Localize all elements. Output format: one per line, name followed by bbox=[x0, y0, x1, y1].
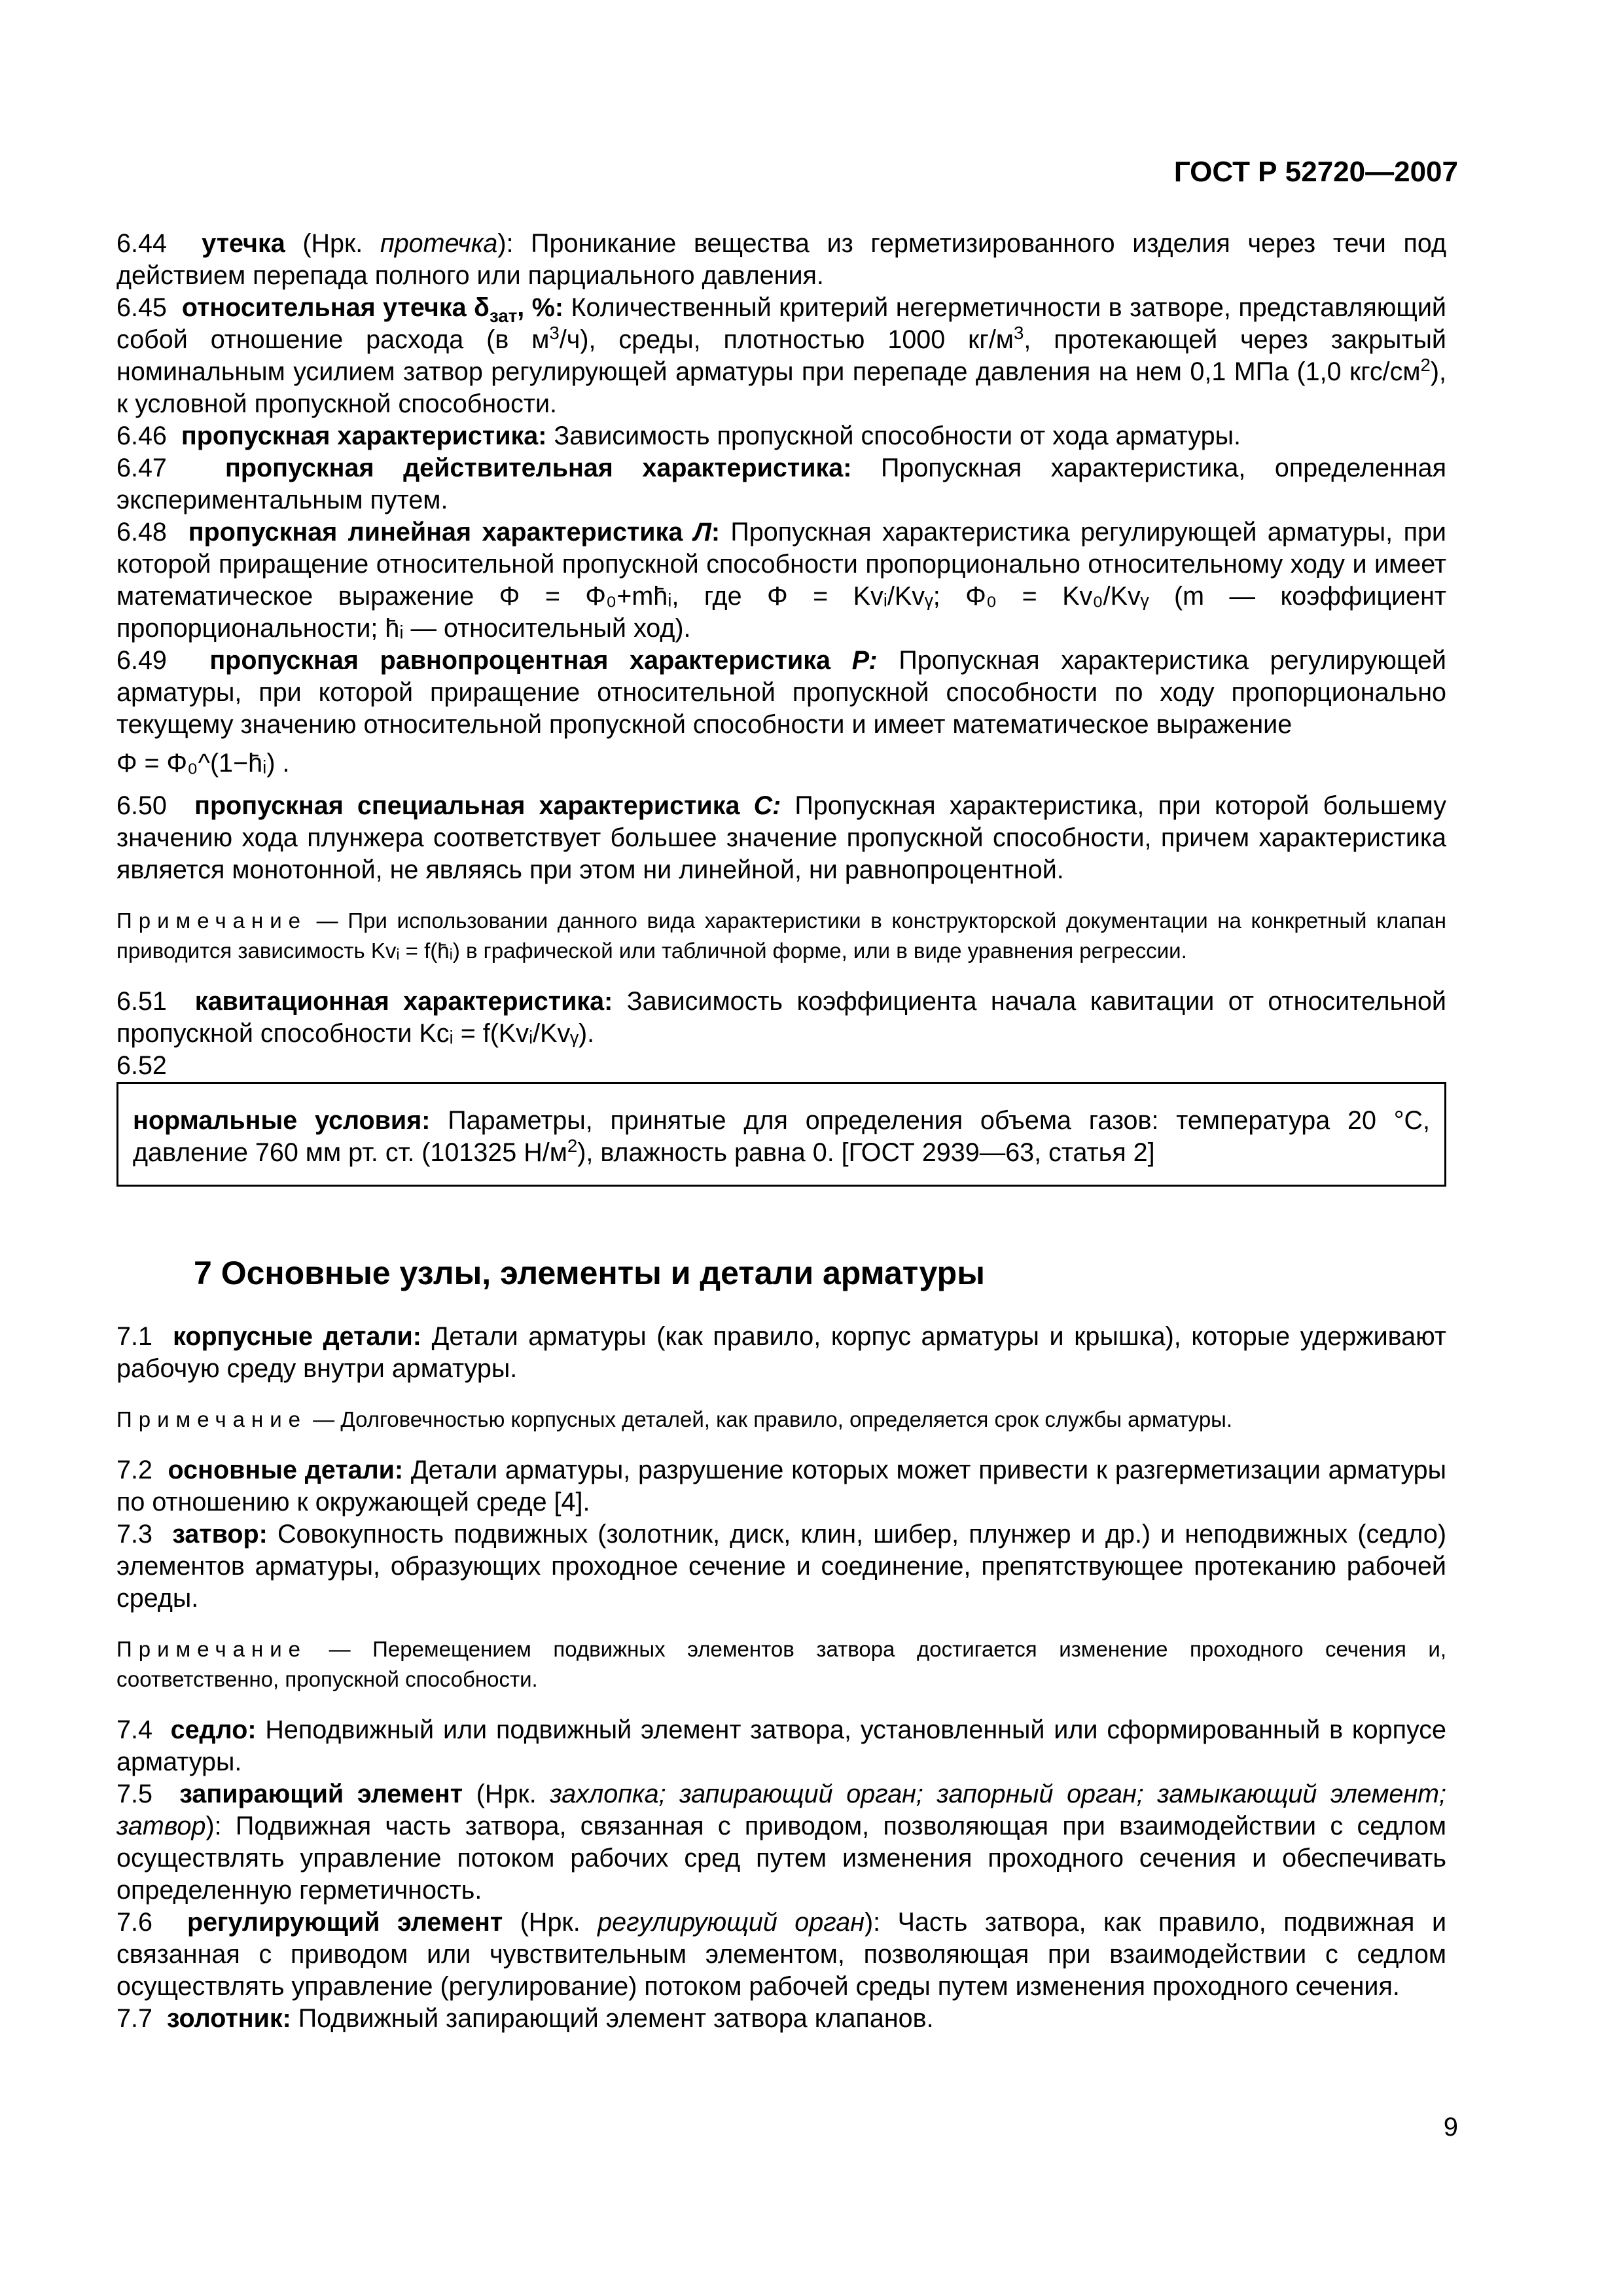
clause-6-47: 6.47 пропускная действительная характеристика: Пропускная характеристика, определенная экспериментальным путем. bbox=[116, 454, 1446, 514]
clause-6-49: 6.49 пропускная равнопроцентная характеристика Р: Пропускная характеристика регулирующей арматуры, при которой приращение относительной пропускной способности по ходу пропорционально текущему значению относительной пропускной способности и имеет математическое выражение Φ = Φ₀^(1−h̄ᵢ) . bbox=[116, 645, 1446, 780]
section-7-title: 7 Основные узлы, элементы и детали арматуры bbox=[194, 1255, 985, 1291]
clause-6-48: 6.48 пропускная линейная характеристика Л: Пропускная характеристика регулирующей арматуры, при которой приращение относительной пропускной способности пропорционально относительному ходу и имеет математическое выражение Φ = Φ₀+mh̄ᵢ, где Φ = Kvᵢ/Kvᵧ; Φ₀ = Kv₀/Kvᵧ (m — коэффициент пропорциональности; h̄ᵢ — относительный ход). bbox=[116, 518, 1446, 643]
clause-6-52-number: 6.52 bbox=[116, 1051, 167, 1080]
clause-7-7: 7.7 золотник: Подвижный запирающий элемент затвора клапанов. bbox=[116, 2004, 934, 2033]
clause-7-4: 7.4 седло: Неподвижный или подвижный элемент затвора, установленный или сформированный в корпусе арматуры. bbox=[116, 1715, 1446, 1776]
page-content bbox=[116, 228, 1446, 2035]
clause-6-44: 6.44 утечка (Нрк. протечка): Проникание вещества из герметизированного изделия через течи под действием перепада полного или парциального давления. bbox=[116, 229, 1447, 290]
framed-definition: нормальные условия: Параметры, принятые для определения объема газов: температура 20 °С, давление 760 мм рт. ст. (101325 $Н/м^2$), влажность равна 0. [ГОСТ 2939—63, статья 2] bbox=[116, 1082, 1446, 1187]
note-7-3: Примечание — Перемещением подвижных элементов затвора достигается изменение проходного сечения и, соответственно, пропускной способности. bbox=[116, 1637, 1446, 1691]
note-6-50: Примечание — При использовании данного вида характеристики в конструкторской документации на конкретный клапан приводится зависимость Kvᵢ = f(h̄ᵢ) в графической или табличной форме, или в виде уравнения регрессии. bbox=[116, 908, 1446, 963]
formula: Φ = Φ₀^(1−h̄ᵢ) . bbox=[116, 749, 290, 778]
clause-6-45: 6.45 относительная утечка $\delta_{зат}$, %: Количественный критерий негерметичности в затворе, представляющий собой отношение расхода (в $м^3/ч$), среды, плотностью 1000 $кг/м^3$, протекающей через закрытый номинальным усилием затвор регулирующей арматуры при перепаде давления на нем 0,1 МПа (1,0 кгс/$см^2$), к условной пропускной способности. bbox=[116, 293, 1446, 418]
clause-6-51: 6.51 кавитационная характеристика: Зависимость коэффициента начала кавитации от относительной пропускной способности Kcᵢ = f(Kvᵢ/Kvᵧ). bbox=[116, 987, 1447, 1048]
clause-7-2: 7.2 основные детали: Детали арматуры, разрушение которых может привести к разгерметизации арматуры по отношению к окружающей среде [4]. bbox=[116, 1456, 1446, 1516]
clause-6-50: 6.50 пропускная специальная характеристика С: Пропускная характеристика, при которой большему значению хода плунжера соответствует большее значение пропускной способности, причем характеристика является монотонной, не являясь при этом ни линейной, ни равнопроцентной. bbox=[116, 791, 1446, 884]
note-7-1: Примечание — Долговечностью корпусных деталей, как правило, определяется срок службы арматуры. bbox=[116, 1407, 1233, 1431]
clause-6-46: 6.46 пропускная характеристика: Зависимость пропускной способности от хода арматуры. bbox=[116, 422, 1241, 450]
clause-7-5: 7.5 запирающий элемент (Нрк. захлопка; запирающий орган; запорный орган; замыкающий элемент; затвор): Подвижная часть затвора, связанная с приводом, позволяющая при взаимодействии с седлом осуществлять управление потоком рабочих сред путем изменения проходного сечения и обеспечивать определенную герметичность. bbox=[116, 1780, 1446, 1905]
clause-7-1: 7.1 корпусные детали: Детали арматуры (как правило, корпус арматуры и крышка), которые удерживают рабочую среду внутри арматуры. bbox=[116, 1322, 1446, 1383]
clause-7-3: 7.3 затвор: Совокупность подвижных (золотник, диск, клин, шибер, плунжер и др.) и неподвижных (седло) элементов арматуры, образующих проходное сечение и соединение, препятствующее протеканию рабочей среды. bbox=[116, 1520, 1446, 1613]
clause-7-6: 7.6 регулирующий элемент (Нрк. регулирующий орган): Часть затвора, как правило, подвижная и связанная с приводом или чувствительным элементом, позволяющая при взаимодействии с седлом осуществлять управление (регулирование) потоком рабочей среды путем изменения проходного сечения. bbox=[116, 1908, 1447, 2001]
page-number: 9 bbox=[1443, 2113, 1458, 2142]
document-header: ГОСТ Р 52720—2007 bbox=[1173, 156, 1458, 188]
